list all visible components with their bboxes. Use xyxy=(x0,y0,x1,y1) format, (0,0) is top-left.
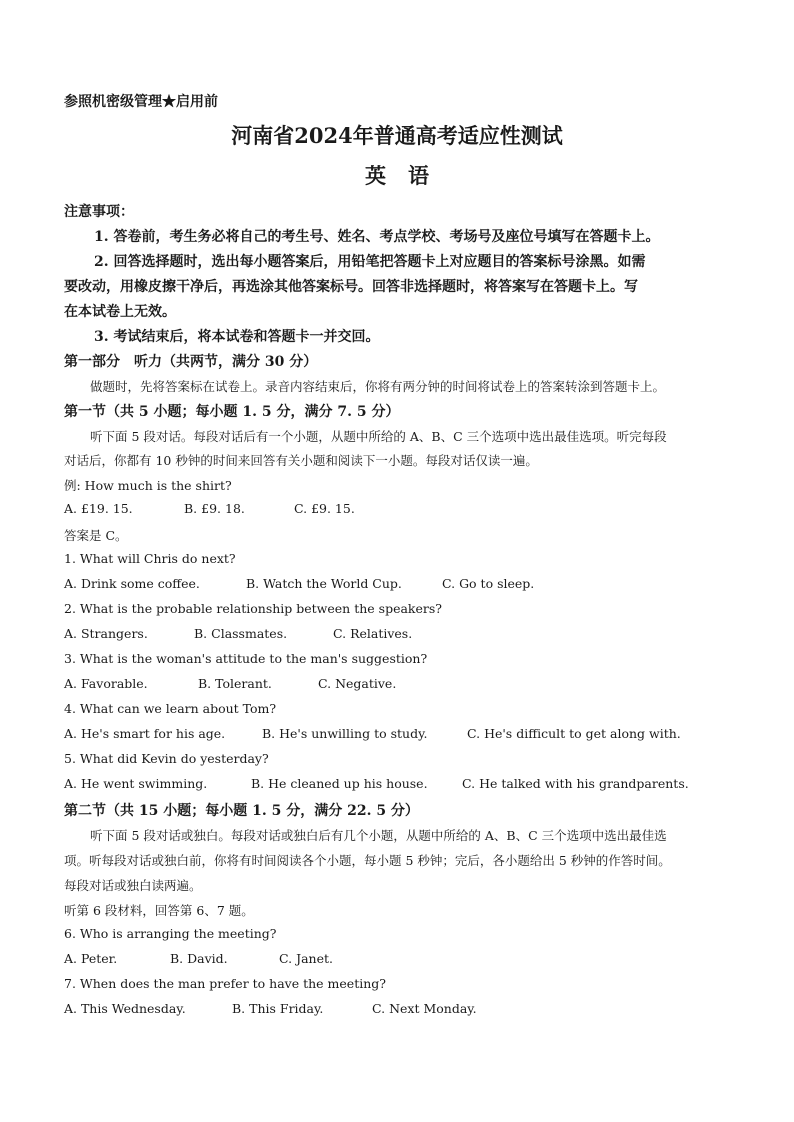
question-5: 5. What did Kevin do yesterday? xyxy=(64,751,269,766)
question-4: 4. What can we learn about Tom? xyxy=(64,701,277,716)
question-6-option-a: A. Peter. xyxy=(64,951,118,966)
section2-intro-line-2: 项。听每段对话或独白前，你将有时间阅读各个小题，每小题 5 秒钟；完后，各小题给出 5 秒钟的作答时间。 xyxy=(64,853,671,868)
section2-heading: 第二节（共 15 小题；每小题 1. 5 分，满分 22. 5 分） xyxy=(64,803,419,819)
example-option-c: C. £9. 15. xyxy=(294,501,355,516)
section2-intro-line-1: 听下面 5 段对话或独白。每段对话或独白后有几个小题，从题中所给的 A、B、C 三个选项中选出最佳选 xyxy=(90,828,667,843)
exam-subject: 英语 xyxy=(365,163,451,188)
question-3-option-b: B. Tolerant. xyxy=(198,676,272,691)
question-5-option-c: C. He talked with his grandparents. xyxy=(462,776,689,791)
question-4-option-c: C. He's difficult to get along with. xyxy=(467,726,681,741)
question-4-option-b: B. He's unwilling to study. xyxy=(262,726,428,741)
question-1-option-a: A. Drink some coffee. xyxy=(64,576,200,591)
notice-item-2-line-2: 要改动，用橡皮擦干净后，再选涂其他答案标号。回答非选择题时，将答案写在答题卡上。写 xyxy=(64,279,638,295)
section1-intro-line-2: 对话后，你都有 10 秒钟的时间来回答有关小题和阅读下一小题。每段对话仅读一遍。 xyxy=(64,453,538,468)
question-5-option-a: A. He went swimming. xyxy=(64,776,208,791)
question-6-option-b: B. David. xyxy=(170,951,228,966)
question-3: 3. What is the woman's attitude to the man's suggestion? xyxy=(64,651,428,666)
question-1-option-c: C. Go to sleep. xyxy=(442,576,535,591)
question-3-option-a: A. Favorable. xyxy=(64,676,148,691)
question-7: 7. When does the man prefer to have the meeting? xyxy=(64,976,386,991)
example-option-b: B. £9. 18. xyxy=(184,501,245,516)
material-6-instruction: 听第 6 段材料，回答第 6、7 题。 xyxy=(64,903,254,918)
secret-level-label: 参照机密级管理★启用前 xyxy=(64,94,218,110)
question-1: 1. What will Chris do next? xyxy=(64,551,236,566)
notice-item-2-line-1: 2. 回答选择题时，选出每小题答案后，用铅笔把答题卡上对应题目的答案标号涂黑。如需 xyxy=(94,254,646,270)
question-2-option-c: C. Relatives. xyxy=(333,626,413,641)
question-6-option-c: C. Janet. xyxy=(279,951,333,966)
question-1-option-b: B. Watch the World Cup. xyxy=(246,576,402,591)
section1-heading: 第一节（共 5 小题；每小题 1. 5 分，满分 7. 5 分） xyxy=(64,404,400,420)
notice-item-1: 1. 答卷前，考生务必将自己的考生号、姓名、考点学校、考场号及座位号填写在答题卡上。 xyxy=(94,229,660,245)
question-2: 2. What is the probable relationship between the speakers? xyxy=(64,601,442,616)
section1-intro-line-1: 听下面 5 段对话。每段对话后有一个小题，从题中所给的 A、B、C 三个选项中选出最佳选项。听完每段 xyxy=(90,429,667,444)
example-option-a: A. £19. 15. xyxy=(64,501,133,516)
question-7-option-b: B. This Friday. xyxy=(232,1001,324,1016)
notice-item-2-line-3: 在本试卷上无效。 xyxy=(64,304,176,320)
exam-title: 河南省2024年普通高考适应性测试 xyxy=(231,123,563,148)
notice-heading: 注意事项： xyxy=(64,204,134,220)
question-2-option-b: B. Classmates. xyxy=(194,626,288,641)
question-7-option-c: C. Next Monday. xyxy=(372,1001,477,1016)
part1-intro: 做题时，先将答案标在试卷上。录音内容结束后，你将有两分钟的时间将试卷上的答案转涂到答题卡上。 xyxy=(90,379,666,394)
question-6: 6. Who is arranging the meeting? xyxy=(64,926,277,941)
question-5-option-b: B. He cleaned up his house. xyxy=(251,776,428,791)
example-answer: 答案是 C。 xyxy=(64,528,128,543)
section2-intro-line-3: 每段对话或独白读两遍。 xyxy=(64,878,202,893)
part1-heading: 第一部分 听力（共两节，满分 30 分） xyxy=(64,354,318,370)
notice-item-3: 3. 考试结束后，将本试卷和答题卡一并交回。 xyxy=(94,329,380,345)
question-4-option-a: A. He's smart for his age. xyxy=(64,726,226,741)
example-question: 例: How much is the shirt? xyxy=(64,478,232,493)
question-2-option-a: A. Strangers. xyxy=(64,626,148,641)
question-7-option-a: A. This Wednesday. xyxy=(64,1001,186,1016)
question-3-option-c: C. Negative. xyxy=(318,676,397,691)
